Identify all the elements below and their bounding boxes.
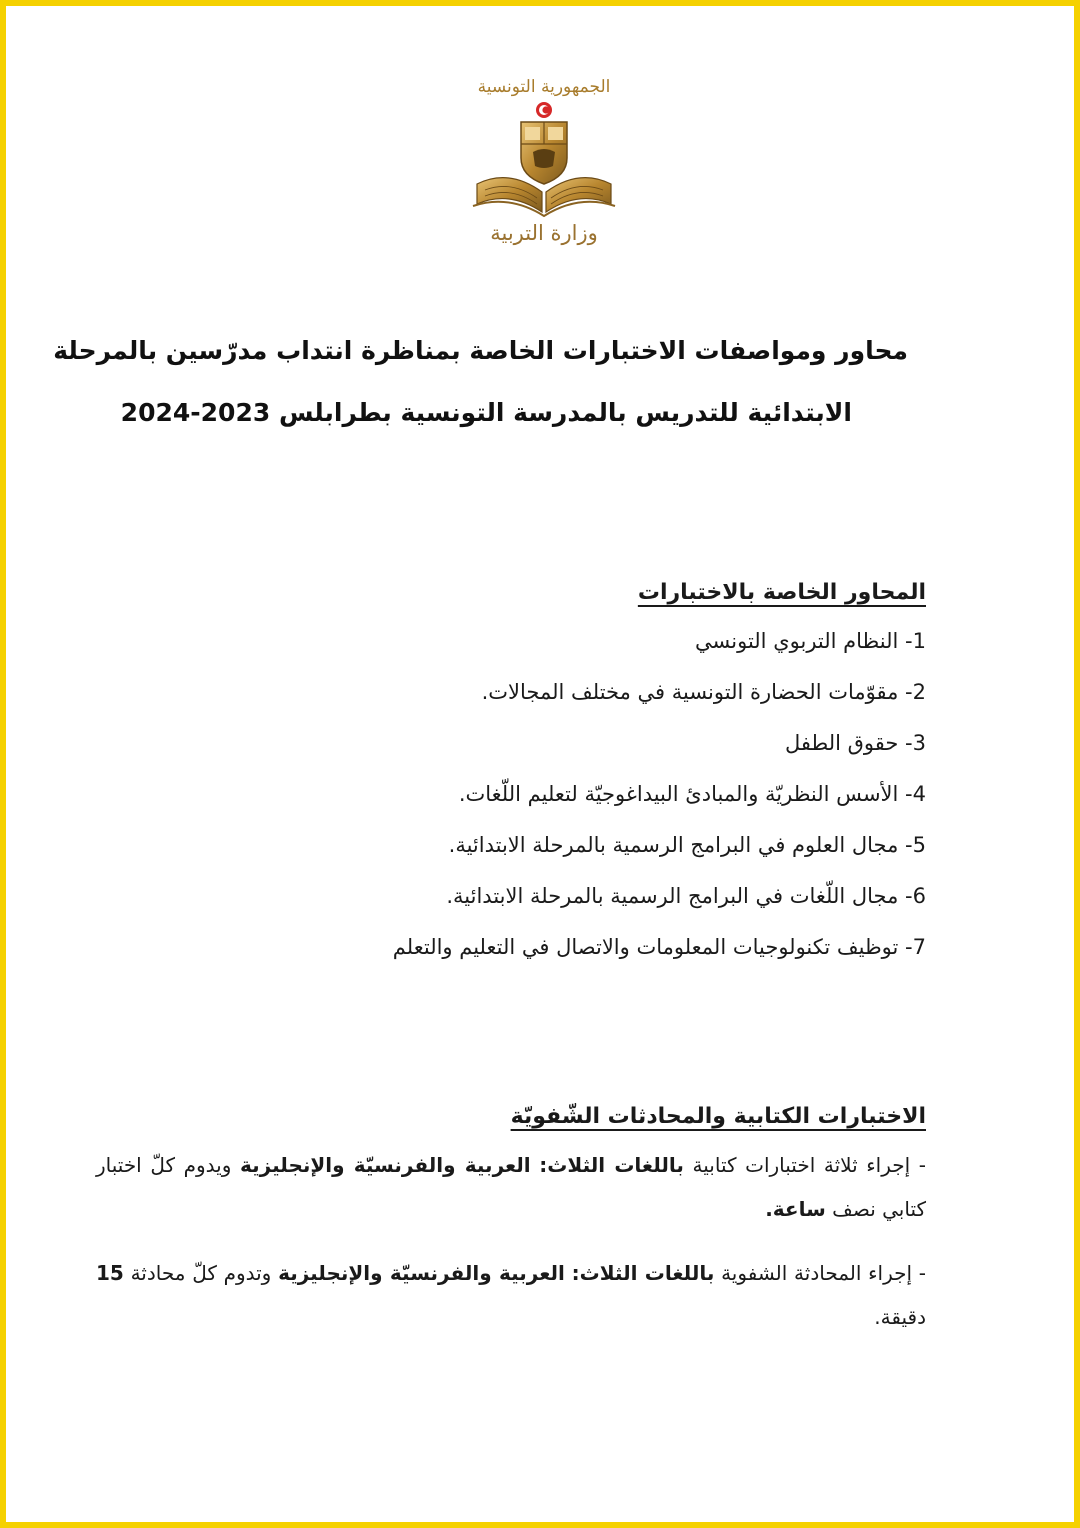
oral-duration-unit: دقيقة. [874,1305,926,1329]
coat-of-arms-book-icon [469,100,619,218]
oral-lead: - إجراء المحادثة الشفوية [721,1261,926,1285]
list-item [106,627,926,678]
ministry-logo [444,70,644,280]
list-item [106,933,926,984]
oral-duration: 15 [96,1261,124,1285]
list-item [106,882,926,933]
republic-label: الجمهورية التونسية [477,77,611,97]
item-number: 4- [905,782,926,806]
page-title-line2: الابتدائية للتدريس بالمدرسة التونسية بطرابلس 2023-2024 [120,398,852,427]
item-number: 6- [905,884,926,908]
written-tail: ويدوم كلّ اختبار كتابي نصف [96,1153,926,1221]
written-duration: ساعة. [765,1197,826,1221]
written-languages: العربية والفرنسيّة والإنجليزية [240,1153,531,1177]
item-text: حقوق الطفل [784,731,899,755]
written-languages-label: باللغات الثلاث: [539,1153,684,1177]
item-text: النظام التربوي التونسي [695,629,899,653]
oral-languages-label: باللغات الثلاث: [571,1261,715,1285]
item-text: مجال اللّغات في البرامج الرسمية بالمرحلة الابتدائية. [446,884,899,908]
axes-list [106,627,926,984]
item-number: 2- [905,680,926,704]
oral-tests-paragraph [96,1251,926,1339]
item-number: 5- [905,833,926,857]
written-tests-paragraph [96,1143,926,1231]
oral-tail: وتدوم كلّ محادثة [130,1261,272,1285]
item-text: الأسس النظريّة والمبادئ البيداغوجيّة لتعليم اللّغات. [458,782,899,806]
item-number: 1- [905,629,926,653]
item-number: 3- [905,731,926,755]
axes-section [106,580,926,984]
tests-section [96,1104,926,1339]
ministry-label: وزارة التربية [490,221,598,245]
list-item [106,678,926,729]
list-item [106,780,926,831]
item-text: مجال العلوم في البرامج الرسمية بالمرحلة الابتدائية. [448,833,899,857]
item-number: 7- [905,935,926,959]
oral-languages: العربية والفرنسيّة والإنجليزية [278,1261,565,1285]
item-text: توظيف تكنولوجيات المعلومات والاتصال في التعليم والتعلم [392,935,899,959]
list-item [106,729,926,780]
item-text: مقوّمات الحضارة التونسية في مختلف المجالات. [481,680,899,704]
page-title-line1: محاور ومواصفات الاختبارات الخاصة بمناظرة انتداب مدرّسين بالمرحلة [53,336,908,365]
axes-heading: المحاور الخاصة بالاختبارات [637,580,926,605]
tests-heading: الاختبارات الكتابية والمحادثات الشّفويّة [510,1104,926,1129]
written-lead: - إجراء ثلاثة اختبارات كتابية [692,1153,927,1177]
list-item [106,831,926,882]
